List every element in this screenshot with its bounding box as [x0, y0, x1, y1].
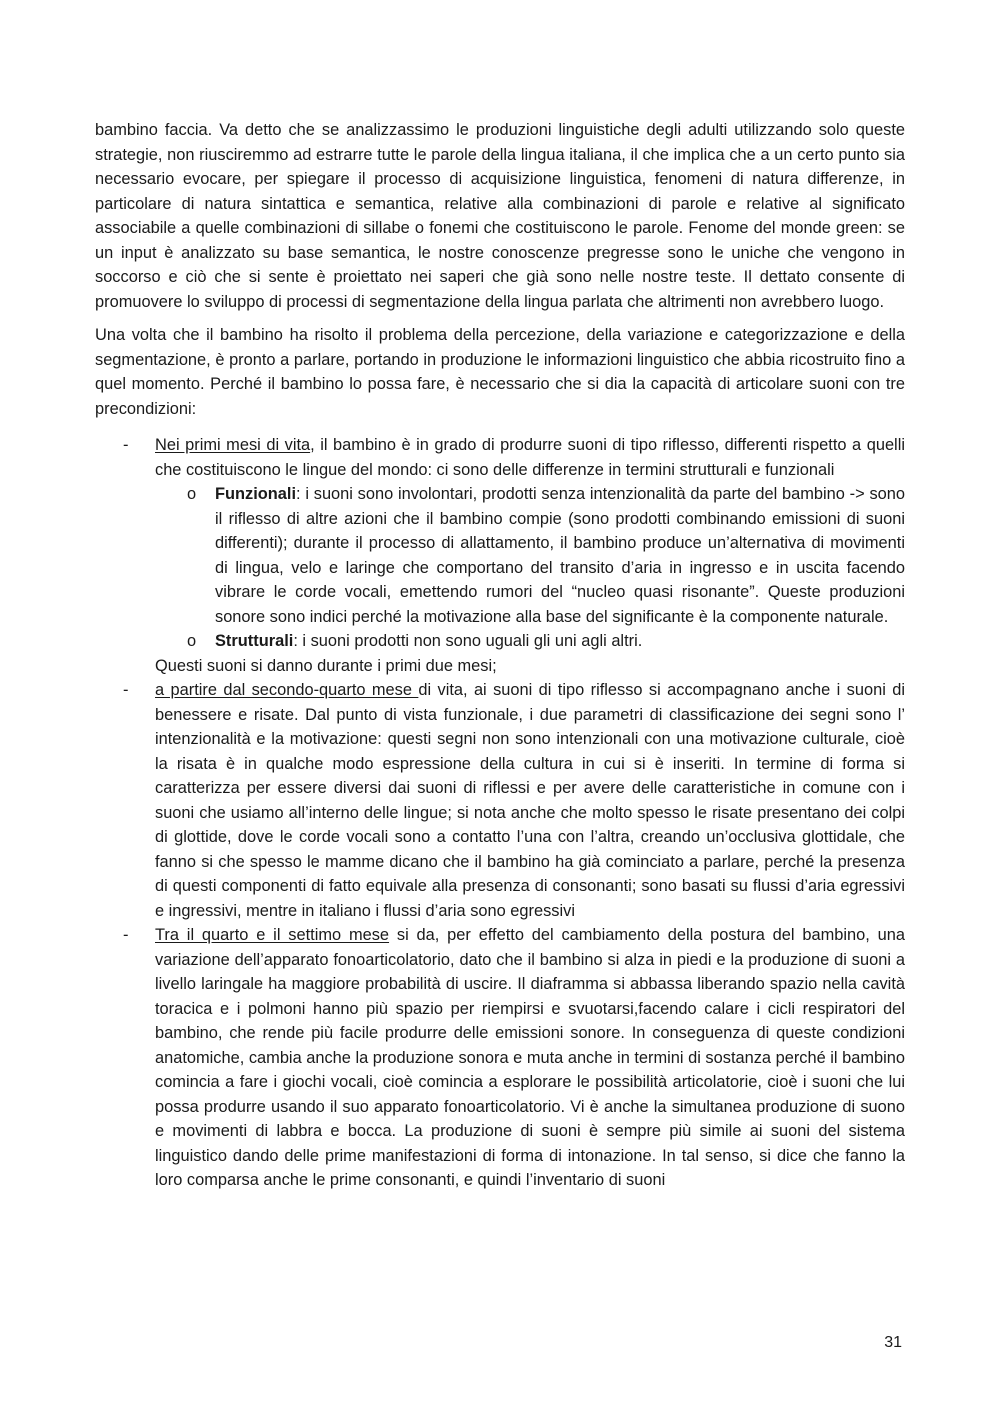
- sub-list-item: [95, 629, 905, 654]
- item-heading: a partire dal secondo-quarto mese: [155, 681, 419, 699]
- document-body: [95, 118, 905, 1193]
- item-text: , il bambino è in grado di produrre suoni di tipo riflesso, differenti rispetto a quelli che costituiscono le lingue del mondo: ci sono delle differenze in termini strutturali e funzionali: [155, 436, 905, 479]
- precondition-list: [95, 433, 905, 1193]
- sub-item-text: : i suoni sono involontari, prodotti senza intenzionalità da parte del bambino -> sono il riflesso di altre azioni che il bambino compie (sono prodotti combinando emissioni di suoni differenti); durante il processo di allattamento, il bambino produce un’alternativa di movimenti di lingua, velo e laringe che comportano del transito d’aria in ingresso e in uscita facendo vibrare le corde vocali, emettendo rumori del “nucleo quasi risonante”. Queste produzioni sonore sono indici perché la motivazione alla base del significante è la componente naturale.: [215, 485, 905, 626]
- circle-bullet: o: [187, 485, 197, 503]
- paragraph-2: Una volta che il bambino ha risolto il problema della percezione, della variazione e categorizzazione e della segmentazione, è pronto a parlare, portando in produzione le informazioni linguistico che abbia ricostruito fino a quel momento. Perché il bambino lo possa fare, è necessario che si dia la capacità di articolare suoni con tre precondizioni:: [95, 326, 905, 418]
- item-text: di vita, ai suoni di tipo riflesso si accompagnano anche i suoni di benessere e risate. Dal punto di vista funzionale, i due parametri di classificazione dei segni sono l’ intenzionalità e la motivazione: questi segni non sono intenzionali con una motivazione culturale, cioè la risata è in qualche modo espressione della cultura in cui si è inseriti. In termine di forma si caratterizza per essere diversi dai suoni di riflessi e per avere delle caratteristiche in comune con i suoni che usiamo all’interno delle lingue; si nota anche che molto spesso le risate presentano dei colpi di glottide, dove le corde vocali sono a contatto l’una con l’altra, creando un’occlusiva glottidale, che fanno si che spesso le mamme dicano che il bambino ha già cominciato a parlare, perché la presenza di questi componenti di fatto equivale alla presenza di consonanti; sono basati su flussi d’aria egressivi e ingressivi, mentre in italiano i flussi d’aria sono egressivi: [155, 681, 905, 920]
- sub-item-text: : i suoni prodotti non sono uguali gli uni agli altri.: [293, 632, 643, 650]
- dash-marker: -: [123, 436, 129, 454]
- item-heading: Tra il quarto e il settimo mese: [155, 926, 390, 944]
- circle-bullet: o: [187, 632, 197, 650]
- item-text: si da, per effetto del cambiamento della postura del bambino, una variazione dell’apparato fonoarticolatorio, dato che il bambino si alza in piedi e la produzione di suoni a livello laringale ha maggiore probabilità di uscire. Il diaframma si abbassa liberando spazio nella cavità toracica e i polmoni hanno più spazio per riempirsi e svuotarsi,facendo calare i cicli respiratori del bambino, che rende più facile produrre delle emissioni sonore. In conseguenza di queste condizioni anatomiche, cambia anche la produzione sonora e muta anche in termini di sostanza perché il bambino comincia a fare i giochi vocali, cioè comincia a esplorare le possibilità articolatorie, cioè i suoni che lui possa produrre usando il suo apparato fonoarticolatorio. Vi è anche la simultanea produzione di suono e movimenti di labbra e bocca. La produzione di suoni è sempre più simile ai suoni del sistema linguistico dando delle prime manifestazioni di forma di intonazione. In tal senso, si dice che fanno la loro comparsa anche le prime consonanti, e quindi l’inventario di suoni: [155, 926, 905, 1189]
- sub-item-heading: Funzionali: [215, 485, 297, 503]
- page-number: 31: [884, 1334, 902, 1351]
- list-item: [95, 923, 905, 1193]
- paragraph-1: bambino faccia. Va detto che se analizzassimo le produzioni linguistiche degli adulti utilizzando solo queste strategie, non riusciremmo ad estrarre tutte le parole della lingua italiana, il che implica che a un certo punto sia necessario evocare, per spiegare il processo di acquisizione linguistica, fenomeni di natura differenze, in particolare di natura sintattica e semantica, relative alla combinazioni di parole e relative al significato associabile a quelle combinazioni di sillabe o fonemi che costituiscono le parole. Fenome del monde green: se un input è analizzato su base semantica, le nostre conoscenze pregresse sono le uniche che vengono in soccorso e ciò che si sente è proiettato nei saperi che già sono nelle nostre teste. Il dettato consente di promuovere lo sviluppo di processi di segmentazione della lingua parlata che altrimenti non avrebbero luogo.: [95, 121, 905, 311]
- dash-marker: -: [123, 681, 129, 699]
- item-continuation: Questi suoni si danno durante i primi due mesi;: [155, 656, 497, 675]
- sub-item-heading: Strutturali: [215, 632, 294, 650]
- sub-list-item: [95, 482, 905, 629]
- item-heading: Nei primi mesi di vita: [155, 436, 311, 454]
- dash-marker: -: [123, 926, 129, 944]
- list-item: [95, 678, 905, 923]
- list-item: [95, 433, 905, 482]
